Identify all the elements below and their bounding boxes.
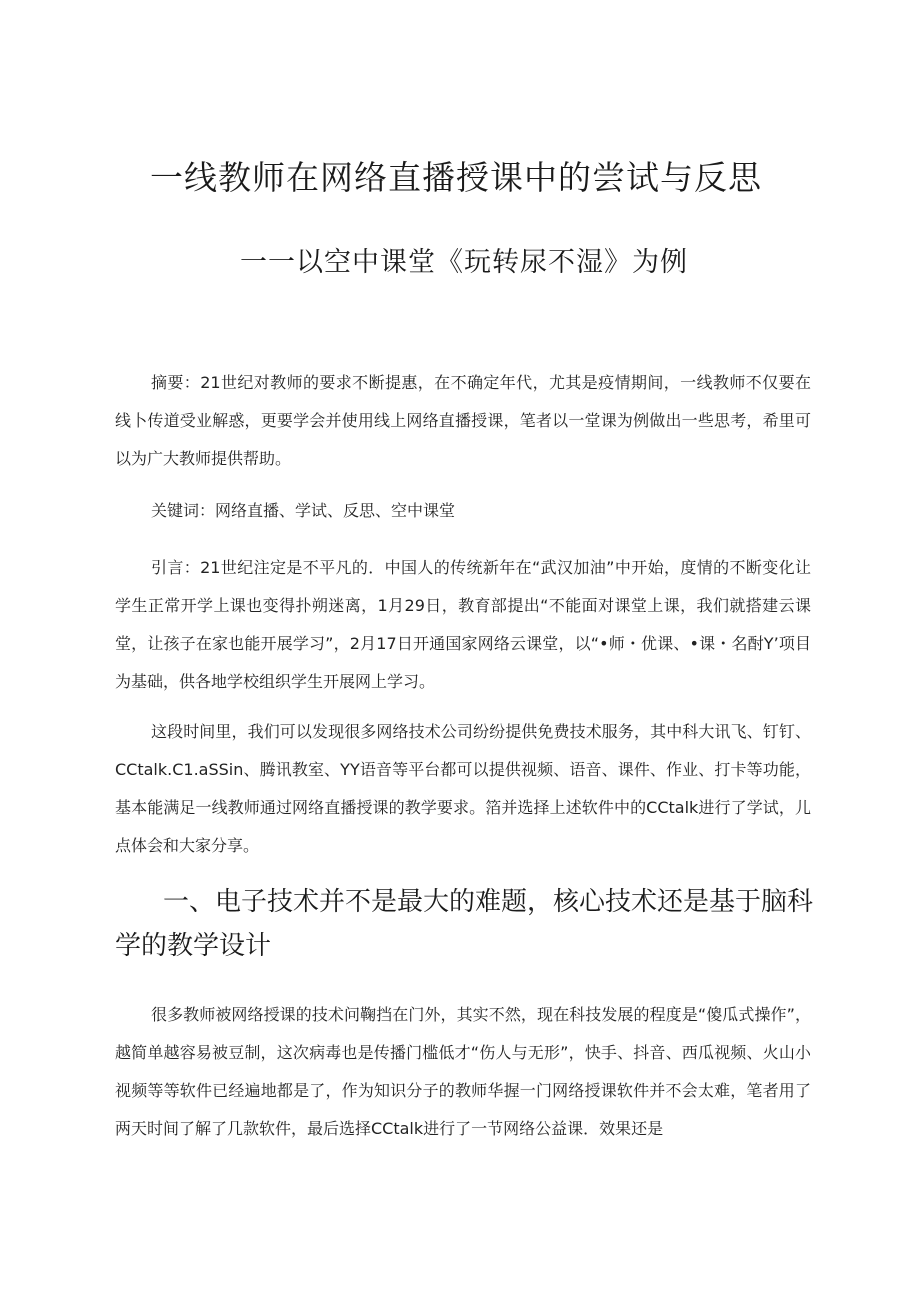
abstract-paragraph: 摘要：21世纪对教师的要求不断提惠，在不确定年代，尤其是疫情期间，一线教师不仅要在线卜传道受业解惑，更要学会并使用线上网络直播授课，笔者以一堂课为例做出一些思考，希里可以为广大教师提供帮助。 [115, 373, 811, 468]
section-1-paragraph: 很多教师被网络授课的技术问鞠挡在门外，其实不然，现在科技发展的程度是“傻瓜式操作”，越简单越容易被豆制，这次病毒也是传播门槛低才“伤人与无形”，快手、抖音、西瓜视频、火山小视频等等软件已经遍地都是了，作为知识分子的教师华握一门网络授课软件并不会太难，笔者用了两天时间了解了几款软件，最后选择CCtalk进行了一节网络公益课．效果还是 [115, 1005, 811, 1138]
document-title: 一线教师在网络直播授课中的尝试与反思 [150, 158, 762, 197]
section-heading-1: 一、电子技术并不是最大的难题，核心技术还是基于脑科学的教学设计 [115, 887, 814, 961]
introduction-paragraph: 引言：21世纪注定是不平凡的．中国人的传统新年在“武汉加油”中开始，度情的不断变化让学生正常开学上课也变得扑朔迷离，1月29日，教育部提出“不能面对课堂上课，我们就搭建云课堂，让孩子在家也能开展学习”，2月17日开通国家网络云课堂，以“•师・优课、•课・名酎Y’项目为基础，供各地学校组织学生开展网上学习。 [115, 558, 811, 691]
document-subtitle: 一一以空中课堂《玩转尿不湿》为例 [240, 247, 688, 278]
body-paragraph-2: 这段时间里，我们可以发现很多网络技术公司纷纷提供免费技术服务，其中科大讯飞、钉钉、CCtalk.C1.aSSin、腾讯教室、YY语音等平台都可以提供视频、语音、课件、作业、打卡等功能，基本能满足一线教师通过网络直播授课的教学要求。箔并选择上述软件中的CCtalk进行了学试，儿点体会和大家分享。 [115, 722, 811, 855]
keywords-line: 关键词：网络直播、学试、反思、空中课堂 [151, 501, 456, 520]
